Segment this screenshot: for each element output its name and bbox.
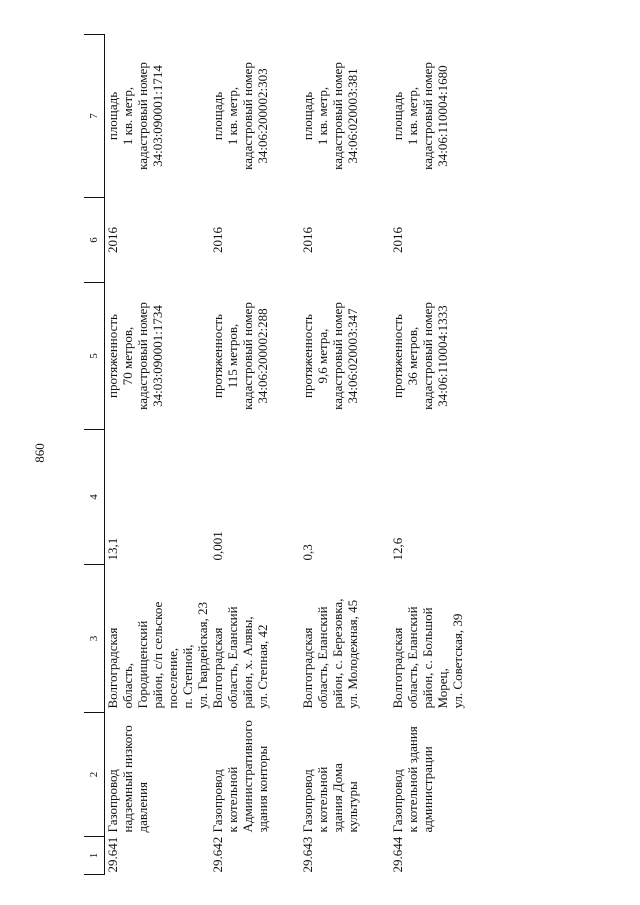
column-header-3: 3 [84,565,105,713]
object-name: Газопровод надземный низкого давления [105,725,150,833]
table-row [390,35,480,875]
object-length: протяженность 70 метров, кадастровый номер 34:03:090001:1734 [105,302,165,410]
column-header-5: 5 [84,283,105,430]
land-plot-area: площадь 1 кв. метр, кадастровый номер 34:06:110004:1680 [390,62,450,170]
property-register-table [84,34,480,875]
object-name: Газопровод к котельной Административного здания конторы [210,720,270,833]
table-row [210,35,300,875]
object-name: Газопровод к котельной здания Дома культуры [300,763,360,833]
column-header-6: 6 [84,198,105,283]
object-address: Волгоградская область, Городищенский район, с/п сельское поселение, п. Степной, ул. Гвардейская, 23 [105,601,210,709]
object-value: 12,6 [390,537,405,561]
column-number-header-row [84,35,105,875]
object-length: протяженность 36 метров, кадастровый номер 34:06:110004:1333 [390,302,450,410]
object-year: 2016 [105,227,120,253]
object-length: протяженность 115 метров, кадастровый номер 34:06:200002:288 [210,302,270,410]
row-number: 29.642 [210,836,225,873]
column-header-7: 7 [84,35,105,198]
object-value: 13,1 [105,537,120,561]
land-plot-area: площадь 1 кв. метр, кадастровый номер 34:06:020003:381 [300,62,360,170]
column-header-1: 1 [84,837,105,875]
page-number: 860 [32,443,47,463]
object-year: 2016 [300,227,315,253]
row-number: 29.641 [105,836,120,873]
object-address: Волгоградская область, Еланский район, х. Алявы, ул. Степная, 42 [210,606,270,709]
column-header-2: 2 [84,713,105,837]
land-plot-area: площадь 1 кв. метр, кадастровый номер 34:03:090001:1714 [105,62,165,170]
column-header-4: 4 [84,430,105,565]
object-year: 2016 [390,227,405,253]
object-year: 2016 [210,227,225,253]
table-row [105,35,211,875]
row-number: 29.644 [390,836,405,873]
object-address: Волгоградская область, Еланский район, с. Березовка, ул. Молодежная, 45 [300,598,360,709]
row-number: 29.643 [300,836,315,873]
rotated-page-content [84,35,527,875]
table-row [300,35,390,875]
object-length: протяженность 9,6 метра, кадастровый номер 34:06:020003:347 [300,302,360,410]
object-value: 0,001 [210,531,225,561]
land-plot-area: площадь 1 кв. метр, кадастровый номер 34:06:200002:303 [210,62,270,170]
object-address: Волгоградская область, Еланский район, с. Большой Морец, ул. Советская, 39 [390,606,465,709]
object-name: Газопровод к котельной здания администрации [390,726,435,833]
object-value: 0,3 [300,544,315,561]
